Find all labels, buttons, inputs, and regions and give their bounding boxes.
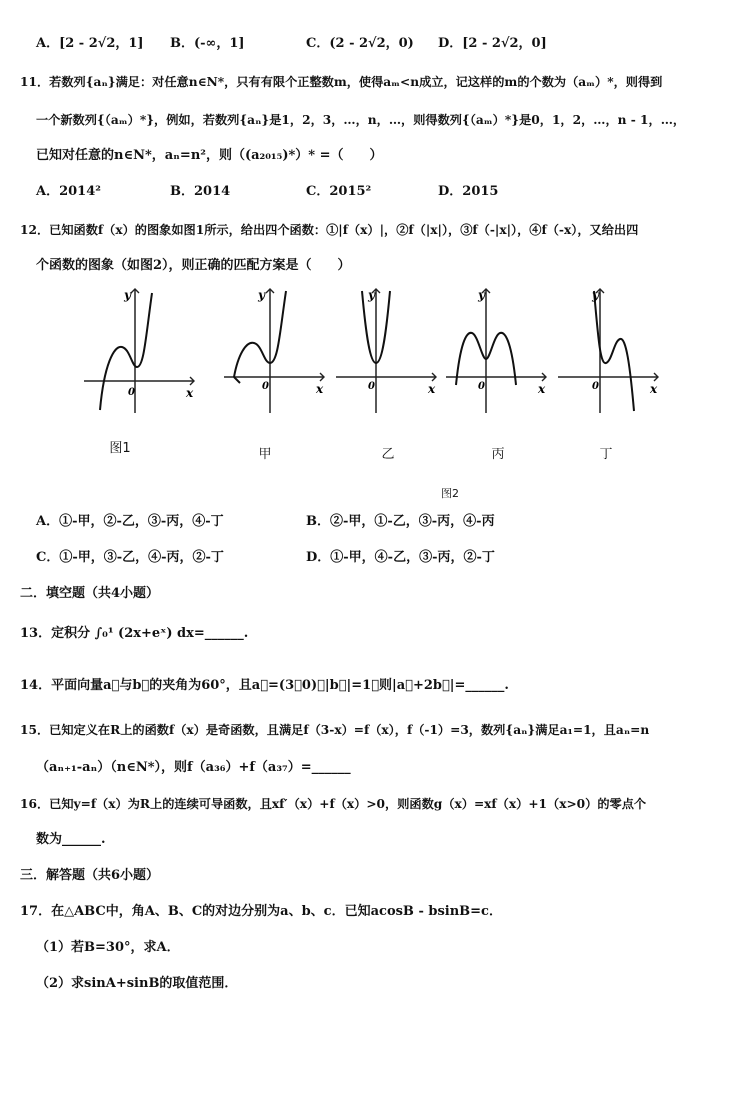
q11-line2: 一个新数列{（aₘ）*}，例如，若数列{aₙ}是1，2，3，…，n，…，则得数列{（aₘ）*}是0，1，2，…，n - 1，…， <box>36 113 686 127</box>
figure-yi-graph <box>332 285 442 415</box>
figure-jia-caption: 甲 <box>258 447 272 462</box>
svg-text:y: y <box>258 288 265 302</box>
q10-option-b: B．(-∞，1] <box>170 36 245 51</box>
q10-option-d: D．[2 - 2√2，0] <box>438 36 547 51</box>
q11-option-c: C．2015² <box>306 184 372 199</box>
figure-jia-graph <box>220 285 330 415</box>
q12-line2: 个函数的图象（如图2），则正确的匹配方案是（ ） <box>36 258 351 273</box>
q11-line3: 已知对任意的n∈N*，aₙ=n²，则（(a₂₀₁₅)*）* =（ ） <box>36 148 383 163</box>
figure-1-graph <box>80 285 200 415</box>
figure-yi-caption: 乙 <box>381 447 395 462</box>
svg-text:0: 0 <box>592 381 599 392</box>
q11-option-a: A．2014² <box>36 184 101 199</box>
q17-part2: （2）求sinA+sinB的取值范围． <box>36 976 238 991</box>
svg-text:0: 0 <box>262 381 269 392</box>
fig1-y-label: y <box>124 288 131 302</box>
q11-option-d: D．2015 <box>438 184 499 199</box>
q14-text: 14．平面向量a⃗与b⃗的夹角为60°，且a⃗=(3，0)，|b⃗|=1，则|a⃗+2b⃗|=______. <box>20 678 509 693</box>
section-2-title: 二．填空题（共4小题） <box>20 586 160 601</box>
q12-option-a: A．①-甲，②-乙，③-丙，④-丁 <box>36 514 224 529</box>
q16-line2: 数为______. <box>36 832 106 847</box>
q11-option-b: B．2014 <box>170 184 231 199</box>
q10-option-c: C．(2 - 2√2，0) <box>306 36 414 51</box>
q17-text: 17．在△ABC中，角A、B、C的对边分别为a、b、c．已知acosB - bsinB=c． <box>20 904 502 919</box>
svg-text:x: x <box>316 382 324 396</box>
svg-text:y: y <box>478 288 485 302</box>
q12-option-d: D．①-甲，④-乙，③-丙，②-丁 <box>306 550 495 565</box>
figure-ding-graph <box>554 285 664 415</box>
svg-text:0: 0 <box>478 381 485 392</box>
figure-bing-caption: 丙 <box>491 447 505 462</box>
svg-text:y: y <box>592 288 599 302</box>
figure-ding-caption: 丁 <box>599 447 613 462</box>
q15-line2: （aₙ₊₁-aₙ）（n∈N*），则f（a₃₆）+f（a₃₇）=______ <box>36 760 351 775</box>
q10-option-a: A．[2 - 2√2，1] <box>36 36 144 51</box>
svg-text:0: 0 <box>368 381 375 392</box>
svg-text:x: x <box>538 382 546 396</box>
fig1-x-label: x <box>186 386 194 400</box>
figure-2-label: 图2 <box>441 487 459 500</box>
q17-part1: （1）若B=30°，求A． <box>36 940 180 955</box>
svg-text:y: y <box>368 288 375 302</box>
figure-1-caption: 图1 <box>109 441 131 456</box>
svg-text:x: x <box>428 382 436 396</box>
svg-text:x: x <box>650 382 658 396</box>
q16-line1: 16．已知y=f（x）为R上的连续可导函数，且xf′（x）+f（x）>0，则函数g（x）=xf（x）+1（x>0）的零点个 <box>20 797 647 811</box>
fig1-origin-label: 0 <box>128 387 135 398</box>
q11-line1: 11．若数列{aₙ}满足：对任意n∈N*，只有有限个正整数m，使得aₘ<n成立，记这样的m的个数为（aₘ）*，则得到 <box>20 75 663 89</box>
q12-line1: 12．已知函数f（x）的图象如图1所示，给出四个函数：①|f（x）|，②f（|x|），③f（-|x|），④f（-x），又给出四 <box>20 223 639 237</box>
q15-line1: 15．已知定义在R上的函数f（x）是奇函数，且满足f（3-x）=f（x），f（-1）=3，数列{aₙ}满足a₁=1，且aₙ=n <box>20 723 650 737</box>
q13-text: 13．定积分 ∫₀¹ (2x+eˣ) dx=______. <box>20 626 249 641</box>
section-3-title: 三．解答题（共6小题） <box>20 868 160 883</box>
q12-option-b: B．②-甲，①-乙，③-丙，④-丙 <box>306 514 495 529</box>
figure-bing-graph <box>442 285 552 415</box>
q12-option-c: C．①-甲，③-乙，④-丙，②-丁 <box>36 550 224 565</box>
